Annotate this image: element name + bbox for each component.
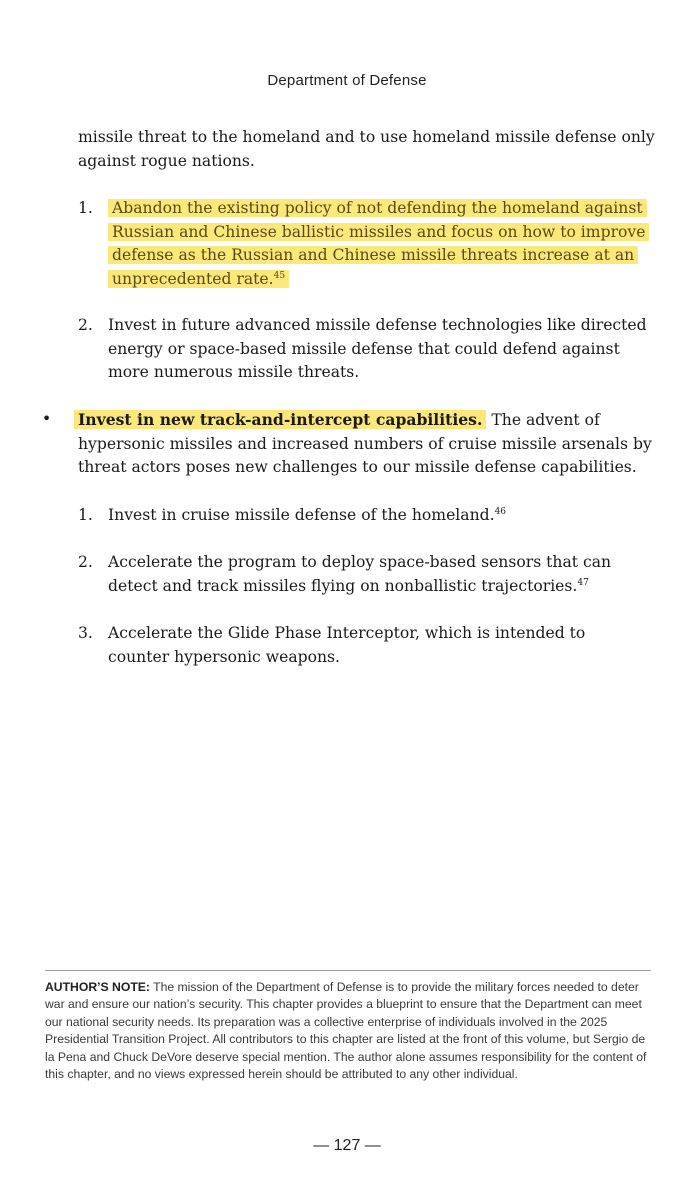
list-item-text: [108, 504, 648, 528]
list-item-number: 2.: [78, 553, 93, 571]
note-divider: [45, 970, 651, 971]
intro-paragraph: missile threat to the homeland and to use homeland missile defense only against rogue nations.: [78, 128, 655, 170]
bullet-icon: •: [42, 410, 52, 428]
list-item-number: 2.: [78, 316, 93, 334]
footnote-ref: 46: [494, 506, 507, 517]
list-item: [78, 551, 658, 598]
list-item-text: [108, 551, 648, 598]
page-number: — 127 —: [313, 1137, 381, 1154]
list-item: [78, 504, 658, 528]
footnote-ref: 45: [273, 270, 286, 281]
list-item-body: Abandon the existing policy of not defending the homeland against Russian and Chinese ballistic missiles and focus on how to improve defense as the Russian and Chinese missile threats increase at an unprecedented rate.: [112, 199, 646, 288]
list-item-body: Accelerate the program to deploy space-based sensors that can detect and track missiles flying on nonballistic trajectories.: [108, 553, 612, 595]
authors-note-text: The mission of the Department of Defense is to provide the military forces needed to deter war and ensure our nation’s security. This chapter provides a blueprint to ensure that the Department can meet our national security needs. Its preparation was a collective enterprise of individuals involved in the 2025 Presidential Transition Project. All contributors to this chapter are listed at the front of this volume, but Sergio de la Pena and Chuck DeVore deserve special mention. The author alone assumes responsibility for the content of this chapter, and no views expressed herein should be attributed to any other individual.: [45, 980, 647, 1082]
list-item-text: Invest in future advanced missile defense technologies like directed energy or space-based missile defense that could defend against more numerous missile threats.: [108, 316, 647, 381]
list-item: [78, 197, 658, 291]
list-item-text: Accelerate the Glide Phase Interceptor, which is intended to counter hypersonic weapons.: [108, 624, 586, 666]
highlighted-text: [108, 199, 649, 288]
list-item: [78, 622, 658, 669]
authors-note-label: AUTHOR’S NOTE:: [45, 980, 150, 994]
running-header: Department of Defense: [267, 72, 427, 89]
list-item-number: 1.: [78, 199, 93, 217]
bullet-body: [78, 408, 658, 480]
list-item-body: Invest in cruise missile defense of the homeland.: [108, 506, 495, 524]
bullet-text: The advent of hypersonic missiles and increased numbers of cruise missile arsenals by threat actors poses new challenges to our missile defense capabilities.: [78, 411, 652, 476]
list-item-number: 1.: [78, 506, 93, 524]
bullet-paragraph: [42, 408, 662, 480]
list-item: [78, 314, 658, 385]
authors-note: [45, 979, 655, 1083]
list-item-number: 3.: [78, 624, 93, 642]
footnote-ref: 47: [577, 577, 589, 588]
bullet-heading: Invest in new track-and-intercept capabilities.: [74, 410, 486, 429]
list-item-text: [108, 197, 648, 291]
